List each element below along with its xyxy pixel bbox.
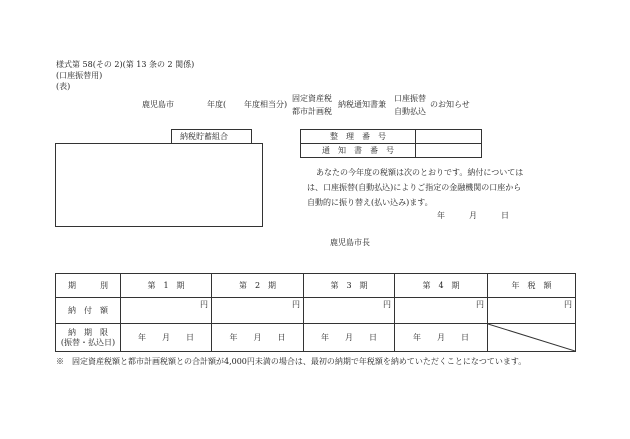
association-label: 納税貯蓄組合 — [180, 132, 228, 141]
form-side: (表) — [56, 82, 71, 91]
amount-yen: 円 — [121, 298, 212, 324]
amount-yen: 円 — [212, 298, 304, 324]
amount-yen: 円 — [395, 298, 488, 324]
title-tax-line2: 都市計画税 — [292, 107, 332, 116]
title-transfer-line2: 自動払込 — [394, 107, 426, 116]
period-3-header: 第 3 期 — [304, 274, 395, 298]
due-date-cell: 年 月 日 — [121, 324, 212, 352]
period-4-header: 第 4 期 — [395, 274, 488, 298]
title-year-label: 年度( — [207, 100, 227, 109]
amount-yen: 円 — [488, 298, 576, 324]
diagonal-strike — [488, 324, 575, 351]
message-line2: は、口座振替(自動払込)によりご指定の金融機関の口座から — [307, 183, 522, 192]
period-1-header: 第 1 期 — [121, 274, 212, 298]
due-date-cell: 年 月 日 — [395, 324, 488, 352]
title-suffix: のお知らせ — [430, 100, 470, 109]
due-date-label — [56, 324, 121, 352]
message-line1: あなたの今年度の税額は次のとおりです。納付については — [316, 168, 524, 177]
association-label-box — [171, 129, 252, 144]
due-date-cell: 年 月 日 — [212, 324, 304, 352]
due-date-cell: 年 月 日 — [304, 324, 395, 352]
due-date-label-line2: (振替・払込日) — [60, 337, 116, 347]
title-city: 鹿児島市 — [142, 100, 174, 109]
payment-schedule-table — [55, 273, 576, 352]
association-area — [55, 143, 263, 227]
reference-value — [416, 130, 482, 144]
reference-value — [416, 144, 482, 158]
reference-row — [301, 130, 482, 144]
schedule-header-row — [56, 274, 576, 298]
amount-row — [56, 298, 576, 324]
due-date-label-line1: 納 期 限 — [68, 327, 108, 337]
annual-due-cell — [488, 324, 576, 352]
footnote: ※ 固定資産税額と都市計画税額との合計額が4,000円未満の場合は、最初の納期で年税額を納めていただくことになつています。 — [56, 357, 527, 366]
amount-yen: 円 — [304, 298, 395, 324]
title-notice: 納税通知書兼 — [338, 100, 386, 109]
issue-date: 年 月 日 — [437, 211, 509, 220]
reference-table — [300, 129, 482, 158]
message-line3: 自動的に振り替え(払い込み)ます。 — [307, 198, 433, 207]
form-number: 様式第 58(その 2)(第 13 条の 2 関係) — [56, 60, 195, 69]
title-year-share: 年度相当分) — [244, 100, 288, 109]
title-transfer-line1: 口座振替 — [394, 94, 426, 103]
title-tax-line1: 固定資産税 — [292, 94, 332, 103]
period-header: 期 別 — [56, 274, 121, 298]
reference-label: 通 知 書 番 号 — [301, 144, 416, 158]
form-type: (口座振替用) — [56, 71, 103, 80]
annual-tax-header: 年 税 額 — [488, 274, 576, 298]
due-date-row — [56, 324, 576, 352]
issuer: 鹿児島市長 — [330, 238, 370, 247]
period-2-header: 第 2 期 — [212, 274, 304, 298]
amount-label: 納 付 額 — [56, 298, 121, 324]
reference-label: 整 理 番 号 — [301, 130, 416, 144]
reference-row — [301, 144, 482, 158]
